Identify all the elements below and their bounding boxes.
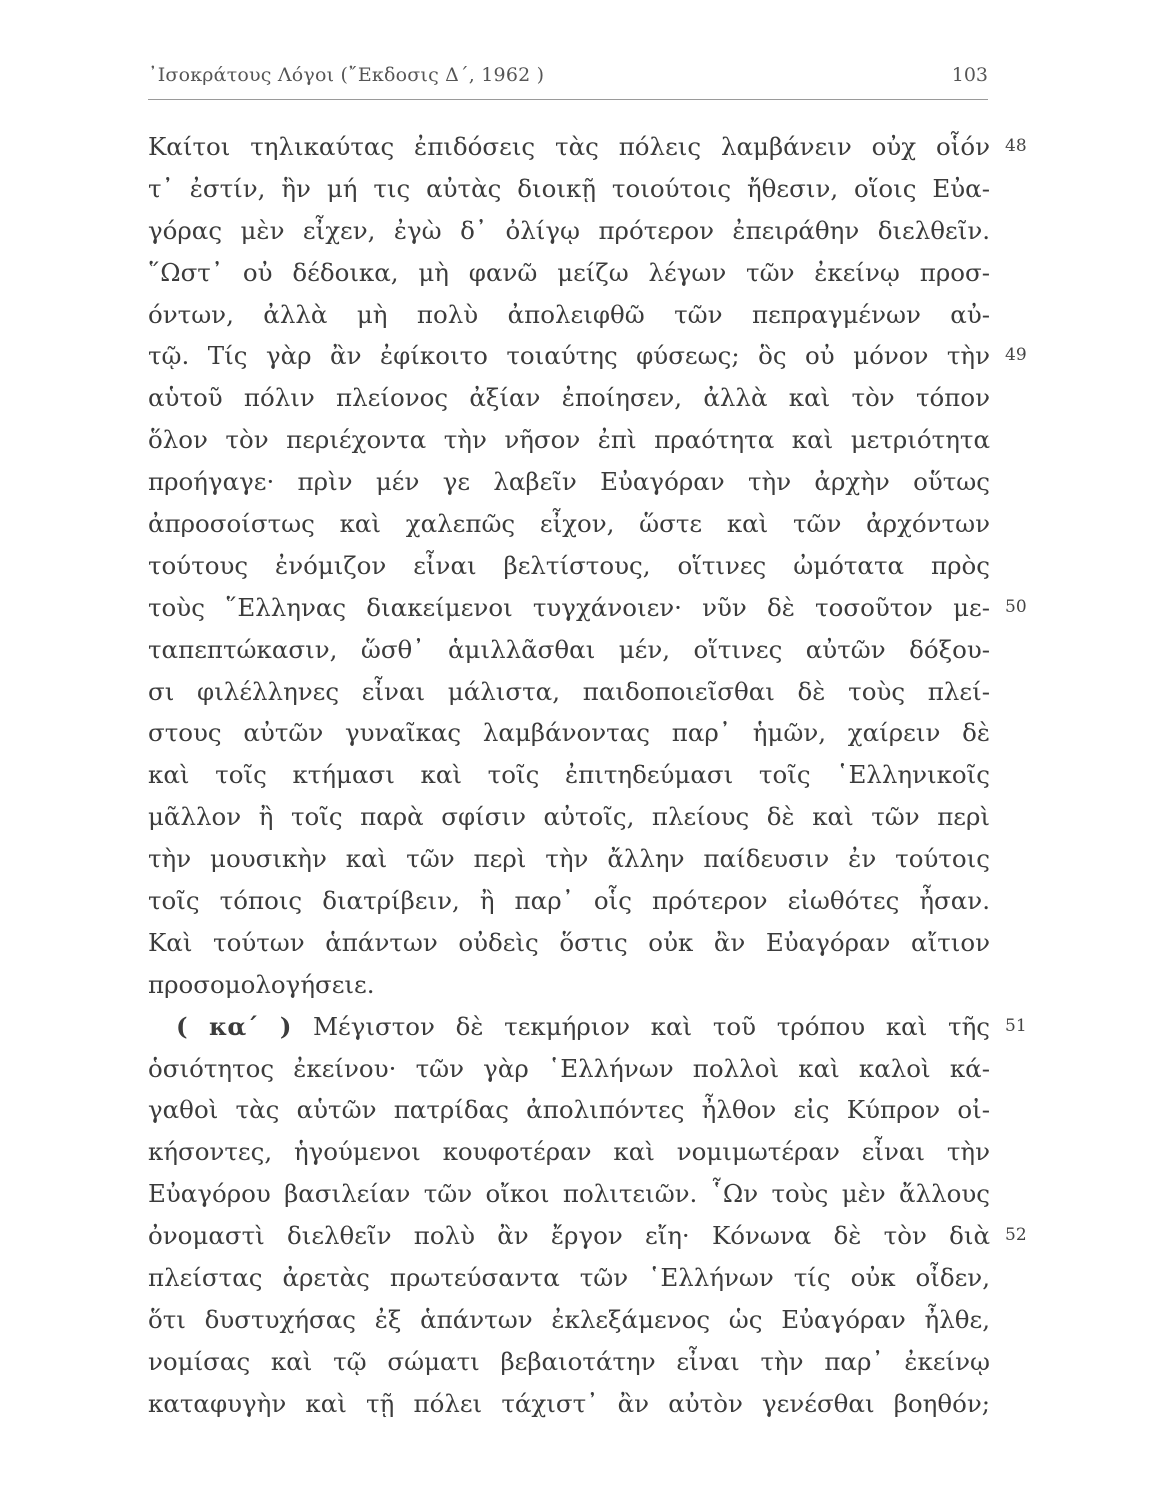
line-text bbox=[148, 754, 990, 796]
text-line bbox=[148, 754, 1048, 796]
line-content: ἀπροσοίστως καὶ χαλεπῶς εἶχον, ὥστε καὶ τῶν ἀρχόντων bbox=[148, 509, 990, 539]
line-text bbox=[148, 1299, 990, 1341]
line-content: νομίσας καὶ τῷ σώματι βεβαιοτάτην εἶναι τὴν παρ᾽ ἐκείνῳ bbox=[148, 1346, 990, 1376]
section-number: 50 bbox=[1005, 596, 1027, 617]
line-content: Εὐαγόρου βασιλείαν τῶν οἴκοι πολιτειῶν. ῟Ων τοὺς μὲν ἄλλους bbox=[148, 1179, 990, 1209]
text-line bbox=[148, 335, 1048, 377]
text-line bbox=[148, 629, 1048, 671]
line-text bbox=[148, 503, 990, 545]
text-line bbox=[148, 1048, 1048, 1090]
page-number: 103 bbox=[951, 64, 988, 86]
line-text bbox=[148, 252, 990, 294]
line-content: προήγαγε· πρὶν μέν γε λαβεῖν Εὐαγόραν τὴν ἀρχὴν οὕτως bbox=[148, 467, 990, 497]
line-text bbox=[148, 629, 990, 671]
line-content: στους αὐτῶν γυναῖκας λαμβάνοντας παρ᾽ ἡμῶν, χαίρειν δὲ bbox=[148, 718, 990, 748]
line-text bbox=[148, 1089, 990, 1131]
text-line bbox=[148, 252, 1048, 294]
text-line bbox=[148, 1131, 1048, 1173]
line-text bbox=[148, 1131, 990, 1173]
text-line bbox=[148, 796, 1048, 838]
line-content: προσομολογήσειε. bbox=[148, 969, 375, 999]
running-header bbox=[148, 64, 988, 96]
body-text bbox=[148, 126, 1048, 1425]
chapter-number: ( κα΄ ) bbox=[176, 1011, 313, 1041]
text-line bbox=[148, 964, 1048, 1006]
line-content: αὑτοῦ πόλιν πλείονος ἀξίαν ἐποίησεν, ἀλλὰ καὶ τὸν τόπον bbox=[148, 383, 990, 413]
line-text bbox=[148, 1341, 990, 1383]
line-text bbox=[148, 126, 990, 168]
line-content: τούτους ἐνόμιζον εἶναι βελτίστους, οἵτινες ὠμότατα πρὸς bbox=[148, 550, 990, 580]
line-text bbox=[148, 210, 990, 252]
line-content: γόρας μὲν εἶχεν, ἐγὼ δ᾽ ὀλίγῳ πρότερον ἐπειράθην διελθεῖν. bbox=[148, 215, 990, 245]
line-content: Καίτοι τηλικαύτας ἐπιδόσεις τὰς πόλεις λαμβάνειν οὐχ οἷόν bbox=[148, 132, 990, 161]
line-content: καταφυγὴν καὶ τῇ πόλει τάχιστ᾽ ἂν αὐτὸν γενέσθαι βοηθόν; bbox=[148, 1388, 990, 1418]
line-text bbox=[148, 545, 990, 587]
text-line bbox=[148, 377, 1048, 419]
section-number: 48 bbox=[1005, 136, 1027, 156]
line-text bbox=[148, 712, 990, 754]
text-line bbox=[148, 294, 1048, 336]
line-text bbox=[148, 838, 990, 880]
line-content: τ᾽ ἐστίν, ἣν μή τις αὐτὰς διοικῇ τοιούτοις ἤθεσιν, οἵοις Εὐα- bbox=[148, 173, 990, 203]
line-text bbox=[148, 880, 990, 922]
line-text bbox=[148, 964, 990, 1006]
text-line bbox=[148, 461, 1048, 503]
line-text bbox=[148, 922, 990, 964]
line-content: κήσοντες, ἡγούμενοι κουφοτέραν καὶ νομιμωτέραν εἶναι τὴν bbox=[148, 1137, 990, 1167]
line-text bbox=[148, 1048, 990, 1090]
line-content: τοῖς τόποις διατρίβειν, ἢ παρ᾽ οἷς πρότερον εἰωθότες ἦσαν. bbox=[148, 886, 990, 916]
text-line bbox=[148, 1383, 1048, 1425]
section-number: 52 bbox=[1005, 1225, 1027, 1246]
line-text bbox=[148, 1173, 990, 1215]
line-text bbox=[148, 796, 990, 838]
text-line bbox=[148, 1299, 1048, 1341]
text-line bbox=[148, 1006, 1048, 1048]
line-content: τῷ. Τίς γὰρ ἂν ἐφίκοιτο τοιαύτης φύσεως; ὃς οὐ μόνον τὴν bbox=[148, 341, 990, 371]
text-line bbox=[148, 126, 1048, 168]
text-line bbox=[148, 1215, 1048, 1257]
text-line bbox=[148, 503, 1048, 545]
text-line bbox=[148, 1257, 1048, 1299]
book-title: ᾿Ισοκράτους Λόγοι (῎Εκδοσις Δ΄, 1962 ) bbox=[148, 64, 545, 86]
text-line bbox=[148, 1341, 1048, 1383]
text-line bbox=[148, 545, 1048, 587]
line-content: τὴν μουσικὴν καὶ τῶν περὶ τὴν ἄλλην παίδευσιν ἐν τούτοις bbox=[148, 844, 990, 874]
line-text bbox=[148, 419, 990, 461]
text-line bbox=[148, 880, 1048, 922]
line-content: ὅλον τὸν περιέχοντα τὴν νῆσον ἐπὶ πραότητα καὶ μετριότητα bbox=[148, 425, 990, 455]
section-number: 49 bbox=[1005, 345, 1027, 366]
text-line bbox=[148, 1089, 1048, 1131]
line-content: Μέγιστον δὲ τεκμήριον καὶ τοῦ τρόπου καὶ τῆς bbox=[312, 1011, 990, 1041]
line-content: ὀνομαστὶ διελθεῖν πολὺ ἂν ἔργον εἴη· Κόνωνα δὲ τὸν διὰ bbox=[148, 1221, 990, 1251]
line-content: όντων, ἀλλὰ μὴ πολὺ ἀπολειφθῶ τῶν πεπραγμένων αὐ- bbox=[148, 299, 990, 329]
section-number: 51 bbox=[1005, 1015, 1027, 1036]
line-text bbox=[148, 335, 990, 377]
line-content: Καὶ τούτων ἁπάντων οὐδεὶς ὅστις οὐκ ἂν Εὐαγόραν αἴτιον bbox=[148, 927, 990, 957]
line-text bbox=[148, 587, 990, 629]
line-text bbox=[148, 1257, 990, 1299]
text-line bbox=[148, 1173, 1048, 1215]
line-content: μᾶλλον ἢ τοῖς παρὰ σφίσιν αὐτοῖς, πλείους δὲ καὶ τῶν περὶ bbox=[148, 802, 990, 832]
line-text bbox=[148, 461, 990, 503]
text-line bbox=[148, 210, 1048, 252]
line-content: καὶ τοῖς κτήμασι καὶ τοῖς ἐπιτηδεύμασι τοῖς ῾Ελληνικοῖς bbox=[148, 760, 990, 790]
line-content: ὁσιότητος ἐκείνου· τῶν γὰρ ῾Ελλήνων πολλοὶ καὶ καλοὶ κά- bbox=[148, 1053, 990, 1083]
header-rule bbox=[148, 99, 988, 100]
line-content: τοὺς ῞Ελληνας διακείμενοι τυγχάνοιεν· νῦν δὲ τοσοῦτον με- bbox=[148, 592, 990, 622]
line-content: ῞Ωστ᾽ οὐ δέδοικα, μὴ φανῶ μείζω λέγων τῶν ἐκείνῳ προσ- bbox=[148, 257, 990, 287]
line-text bbox=[148, 1006, 990, 1048]
line-content: πλείστας ἀρετὰς πρωτεύσαντα τῶν ῾Ελλήνων τίς οὐκ οἶδεν, bbox=[148, 1263, 990, 1293]
text-line bbox=[148, 419, 1048, 461]
text-line bbox=[148, 168, 1048, 210]
line-content: γαθοὶ τὰς αὑτῶν πατρίδας ἀπολιπόντες ἦλθον εἰς Κύπρον οἰ- bbox=[148, 1095, 990, 1125]
line-text bbox=[148, 294, 990, 336]
line-content: σι φιλέλληνες εἶναι μάλιστα, παιδοποιεῖσθαι δὲ τοὺς πλεί- bbox=[148, 676, 990, 706]
text-line bbox=[148, 587, 1048, 629]
text-line bbox=[148, 922, 1048, 964]
line-content: ὅτι δυστυχήσας ἐξ ἁπάντων ἐκλεξάμενος ὡς Εὐαγόραν ἦλθε, bbox=[148, 1304, 990, 1334]
text-line bbox=[148, 838, 1048, 880]
line-text bbox=[148, 1215, 990, 1257]
line-text bbox=[148, 168, 990, 210]
line-text bbox=[148, 671, 990, 713]
line-text bbox=[148, 1383, 990, 1425]
line-content: ταπεπτώκασιν, ὥσθ᾽ ἁμιλλᾶσθαι μέν, οἵτινες αὐτῶν δόξου- bbox=[148, 634, 990, 664]
text-line bbox=[148, 671, 1048, 713]
line-text bbox=[148, 377, 990, 419]
text-line bbox=[148, 712, 1048, 754]
